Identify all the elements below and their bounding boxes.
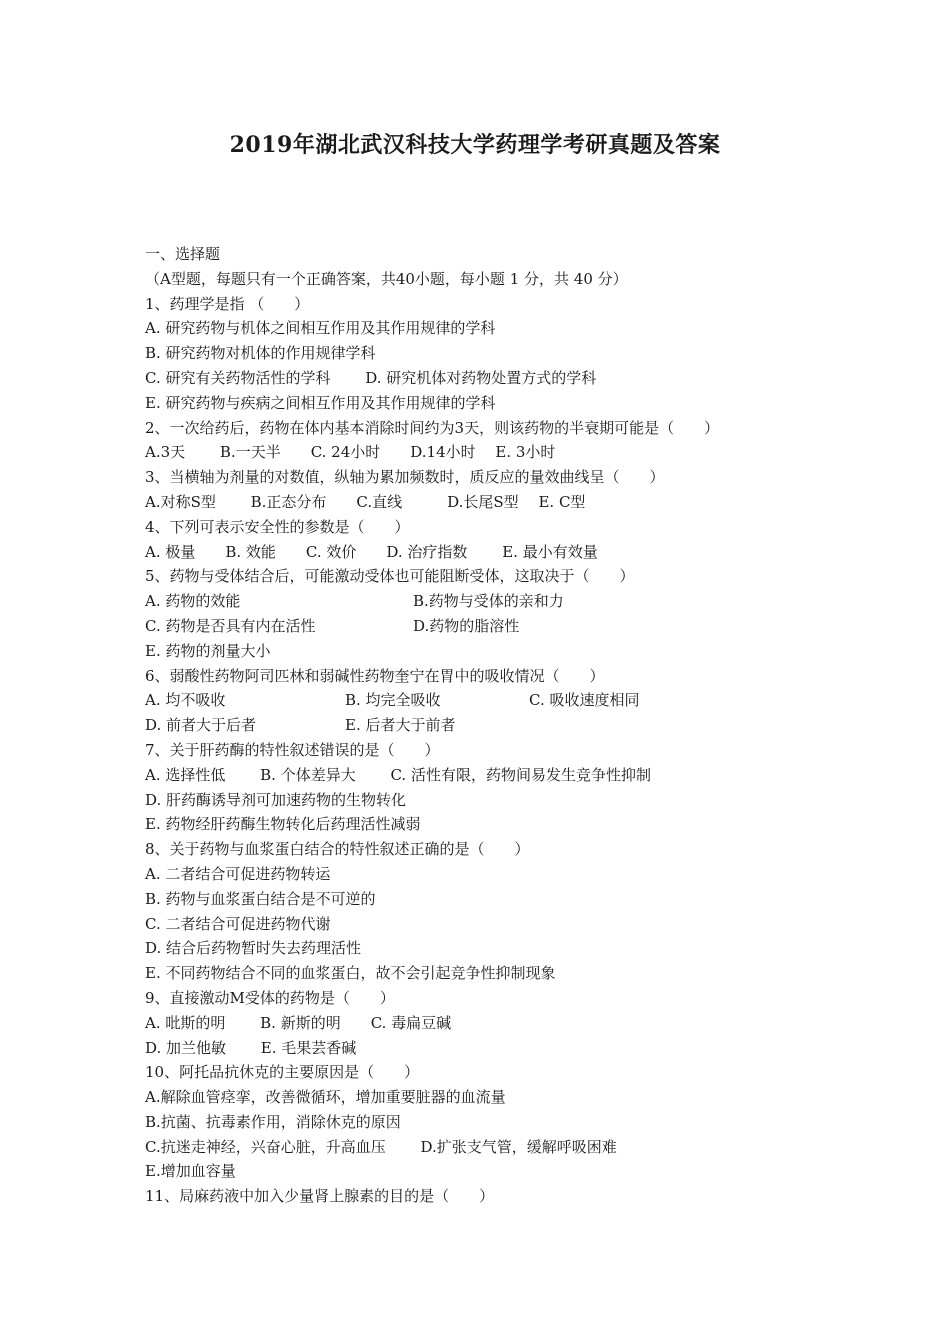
question-3-options: A.对称S型 B.正态分布 C.直线 D.长尾S型 E. C型 xyxy=(145,492,586,511)
question-6-option-d: D. 前者大于后者 xyxy=(145,716,257,735)
question-7-options-abc: A. 选择性低 B. 个体差异大 C. 活性有限，药物间易发生竞争性抑制 xyxy=(145,765,651,784)
question-6-options-abc xyxy=(145,688,845,713)
question-7-option-d: D. 肝药酶诱导剂可加速药物的生物转化 xyxy=(145,790,407,809)
question-8: 8、关于药物与血浆蛋白结合的特性叙述正确的是（ ） xyxy=(145,840,530,859)
question-6-option-b: B. 均完全吸收 xyxy=(345,691,441,710)
question-10-option-a: A.解除血管痉挛，改善微循环，增加重要脏器的血流量 xyxy=(145,1088,506,1107)
question-8-option-e: E. 不同药物结合不同的血浆蛋白，故不会引起竞争性抑制现象 xyxy=(145,964,556,983)
question-2-options: A.3天 B.一天半 C. 24小时 D.14小时 E. 3小时 xyxy=(145,443,556,462)
question-4-options: A. 极量 B. 效能 C. 效价 D. 治疗指数 E. 最小有效量 xyxy=(145,542,598,561)
section-heading: 一、选择题 xyxy=(145,245,221,263)
question-1-options-cd: C. 研究有关药物活性的学科 D. 研究机体对药物处置方式的学科 xyxy=(145,368,597,387)
question-9-options-abc: A. 吡斯的明 B. 新斯的明 C. 毒扁豆碱 xyxy=(145,1013,452,1032)
question-7: 7、关于肝药酶的特性叙述错误的是（ ） xyxy=(145,740,440,759)
question-4: 4、下列可表示安全性的参数是（ ） xyxy=(145,517,410,536)
question-1-option-e: E. 研究药物与疾病之间相互作用及其作用规律的学科 xyxy=(145,393,496,412)
question-1-option-b: B. 研究药物对机体的作用规律学科 xyxy=(145,344,376,363)
section-instruction: （A型题，每题只有一个正确答案，共40小题，每小题 1 分，共 40 分） xyxy=(145,269,628,288)
question-5-option-c: C. 药物是否具有内在活性 xyxy=(145,616,316,635)
page-title: 2019年湖北武汉科技大学药理学考研真题及答案 xyxy=(229,132,721,158)
question-10-options-cd: C.抗迷走神经，兴奋心脏，升高血压 D.扩张支气管，缓解呼吸困难 xyxy=(145,1137,617,1156)
question-6-option-e: E. 后者大于前者 xyxy=(345,716,456,735)
question-3: 3、当横轴为剂量的对数值，纵轴为累加频数时，质反应的量效曲线呈（ ） xyxy=(145,468,665,487)
question-10-option-e: E.增加血容量 xyxy=(145,1162,236,1181)
question-8-option-b: B. 药物与血浆蛋白结合是不可逆的 xyxy=(145,889,376,908)
question-section xyxy=(145,242,845,1209)
question-9: 9、直接激动M受体的药物是（ ） xyxy=(145,988,395,1007)
question-6-option-c: C. 吸收速度相同 xyxy=(529,691,640,710)
question-1: 1、药理学是指 （ ） xyxy=(145,294,310,313)
question-5-option-e: E. 药物的剂量大小 xyxy=(145,641,271,660)
question-10: 10、阿托品抗休克的主要原因是（ ） xyxy=(145,1063,420,1082)
question-5-options-ab xyxy=(145,589,845,614)
question-6-option-a: A. 均不吸收 xyxy=(145,691,226,710)
question-5-option-b: B.药物与受体的亲和力 xyxy=(413,592,564,611)
question-8-option-d: D. 结合后药物暂时失去药理活性 xyxy=(145,939,362,958)
question-5-options-cd xyxy=(145,614,845,639)
question-6-options-de xyxy=(145,713,845,738)
question-1-option-a: A. 研究药物与机体之间相互作用及其作用规律的学科 xyxy=(145,319,496,338)
question-2: 2、一次给药后，药物在体内基本消除时间约为3天，则该药物的半衰期可能是（ ） xyxy=(145,418,720,437)
question-7-option-e: E. 药物经肝药酶生物转化后药理活性减弱 xyxy=(145,815,421,834)
question-5-option-a: A. 药物的效能 xyxy=(145,592,241,611)
question-5: 5、药物与受体结合后，可能激动受体也可能阻断受体，这取决于（ ） xyxy=(145,567,635,586)
question-8-option-a: A. 二者结合可促进药物转运 xyxy=(145,864,331,883)
question-5-option-d: D.药物的脂溶性 xyxy=(413,616,520,635)
question-11: 11、局麻药液中加入少量肾上腺素的目的是（ ） xyxy=(145,1187,495,1206)
question-10-option-b: B.抗菌、抗毒素作用，消除休克的原因 xyxy=(145,1112,401,1131)
question-9-options-de: D. 加兰他敏 E. 毛果芸香碱 xyxy=(145,1038,357,1057)
question-8-option-c: C. 二者结合可促进药物代谢 xyxy=(145,914,331,933)
question-6: 6、弱酸性药物阿司匹林和弱碱性药物奎宁在胃中的吸收情况（ ） xyxy=(145,666,605,685)
